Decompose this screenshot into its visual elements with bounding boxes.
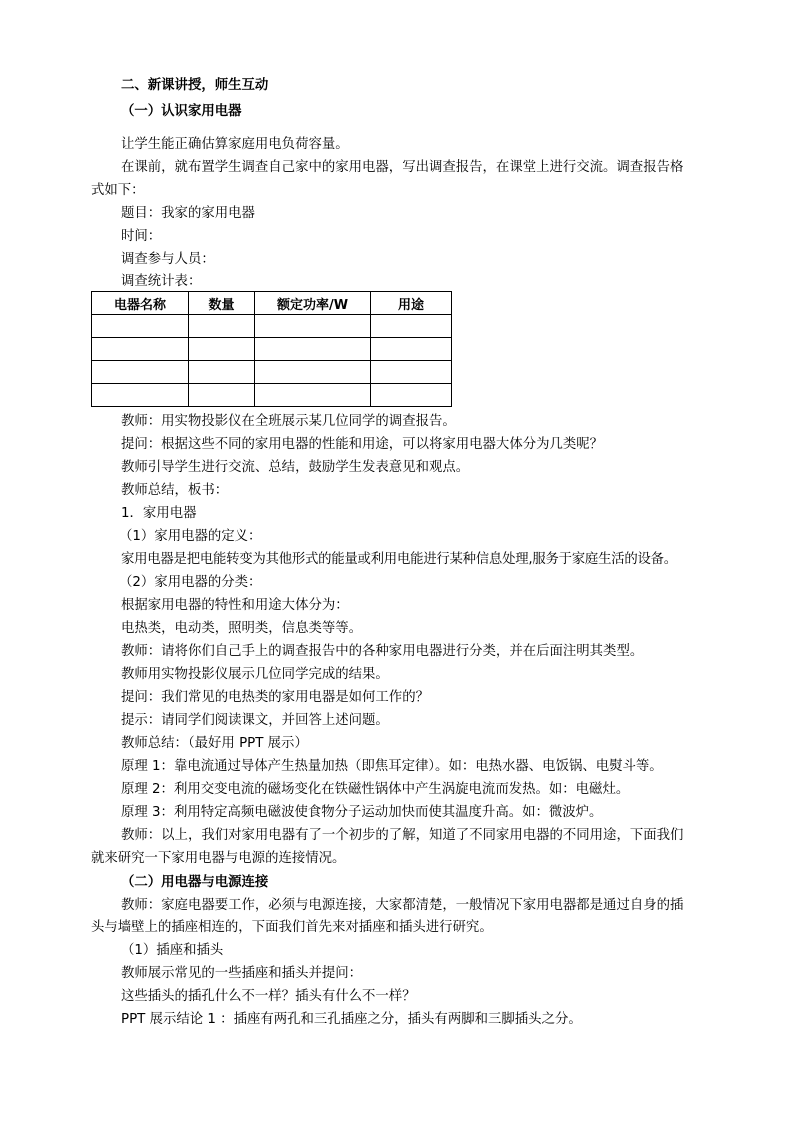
table-row	[92, 315, 452, 338]
table-cell	[92, 338, 189, 361]
table-cell	[189, 361, 255, 384]
table-cell	[189, 315, 255, 338]
body-line: 原理 3：利用特定高频电磁波使食物分子运动加快而使其温度升高。如：微波炉。	[121, 805, 603, 820]
intro-text: 让学生能正确估算家庭用电负荷容量。	[121, 137, 349, 152]
body-line: 头与墙壁上的插座相连的，下面我们首先来对插座和插头进行研究。	[91, 920, 493, 935]
body-line: 家用电器是把电能转变为其他形式的能量或利用电能进行某种信息处理,服务于家庭生活的设备。	[121, 552, 677, 567]
body-line: 教师展示常见的一些插座和插头并提问：	[121, 966, 363, 981]
table-cell	[92, 315, 189, 338]
body-line: 教师总结，板书：	[121, 483, 229, 498]
body-line: 这些插头的插孔什么不一样？插头有什么不一样？	[121, 989, 416, 1004]
table-row	[92, 338, 452, 361]
body-line: 提问：我们常见的电热类的家用电器是如何工作的？	[121, 690, 429, 705]
section-heading: 二、新课讲授，师生互动	[121, 78, 269, 93]
table-header-cell: 额定功率/W	[255, 292, 371, 315]
paragraph-line: 在课前，就布置学生调查自己家中的家用电器，写出调查报告，在课堂上进行交流。调查报告格	[121, 160, 684, 175]
report-time: 时间：	[121, 229, 162, 244]
table-cell	[255, 315, 371, 338]
sub-heading-2: （二）用电器与电源连接	[121, 875, 269, 890]
table-header-cell: 用途	[371, 292, 452, 315]
report-topic: 题目：我家的家用电器	[121, 206, 255, 221]
table-header-cell: 数量	[189, 292, 255, 315]
body-line: 教师：家庭电器要工作，必须与电源连接，大家都清楚，一般情况下家用电器都是通过自身的插	[121, 898, 684, 913]
table-row	[92, 361, 452, 384]
table-cell	[189, 384, 255, 407]
body-line: 原理 2：利用交变电流的磁场变化在铁磁性锅体中产生涡旋电流而发热。如：电磁灶。	[121, 782, 630, 797]
table-cell	[255, 384, 371, 407]
body-line: 教师：请将你们自己手上的调查报告中的各种家用电器进行分类，并在后面注明其类型。	[121, 644, 644, 659]
table-cell	[371, 315, 452, 338]
body-line: （1）插座和插头	[121, 943, 224, 958]
body-line: PPT 展示结论 1 ：插座有两孔和三孔插座之分，插头有两脚和三脚插头之分。	[121, 1012, 582, 1027]
body-line: 根据家用电器的特性和用途大体分为：	[121, 598, 349, 613]
table-cell	[255, 361, 371, 384]
body-line: 教师引导学生进行交流、总结，鼓励学生发表意见和观点。	[121, 460, 470, 475]
table-caption: 调查统计表：	[121, 274, 202, 289]
body-line: 教师：用实物投影仪在全班展示某几位同学的调查报告。	[121, 414, 456, 429]
body-line: （1）家用电器的定义：	[119, 529, 262, 544]
report-participants: 调查参与人员：	[121, 252, 215, 267]
table-header-row	[92, 292, 452, 315]
survey-table	[91, 291, 452, 407]
body-line: 教师：以上，我们对家用电器有了一个初步的了解，知道了不同家用电器的不同用途，下面我们	[121, 828, 684, 843]
paragraph-line: 式如下：	[91, 183, 145, 198]
table-cell	[371, 338, 452, 361]
table-cell	[371, 361, 452, 384]
body-line: （2）家用电器的分类：	[119, 575, 262, 590]
table-cell	[255, 338, 371, 361]
body-line: 原理 1：靠电流通过导体产生热量加热（即焦耳定律）。如：电热水器、电饭锅、电熨斗等。	[121, 759, 663, 774]
body-line: 电热类，电动类，照明类，信息类等等。	[121, 621, 363, 636]
table-cell	[189, 338, 255, 361]
body-line: 就来研究一下家用电器与电源的连接情况。	[91, 851, 346, 866]
table-row	[92, 384, 452, 407]
body-line: 1．家用电器	[121, 506, 197, 521]
body-line: 提示：请同学们阅读课文，并回答上述问题。	[121, 713, 389, 728]
table-cell	[92, 384, 189, 407]
sub-heading-1: （一）认识家用电器	[121, 104, 242, 119]
body-line: 提问：根据这些不同的家用电器的性能和用途，可以将家用电器大体分为几类呢？	[121, 437, 604, 452]
table-header-cell: 电器名称	[92, 292, 189, 315]
body-line: 教师用实物投影仪展示几位同学完成的结果。	[121, 667, 389, 682]
table-cell	[92, 361, 189, 384]
body-line: 教师总结：（最好用 PPT 展示）	[121, 736, 308, 751]
table-cell	[371, 384, 452, 407]
